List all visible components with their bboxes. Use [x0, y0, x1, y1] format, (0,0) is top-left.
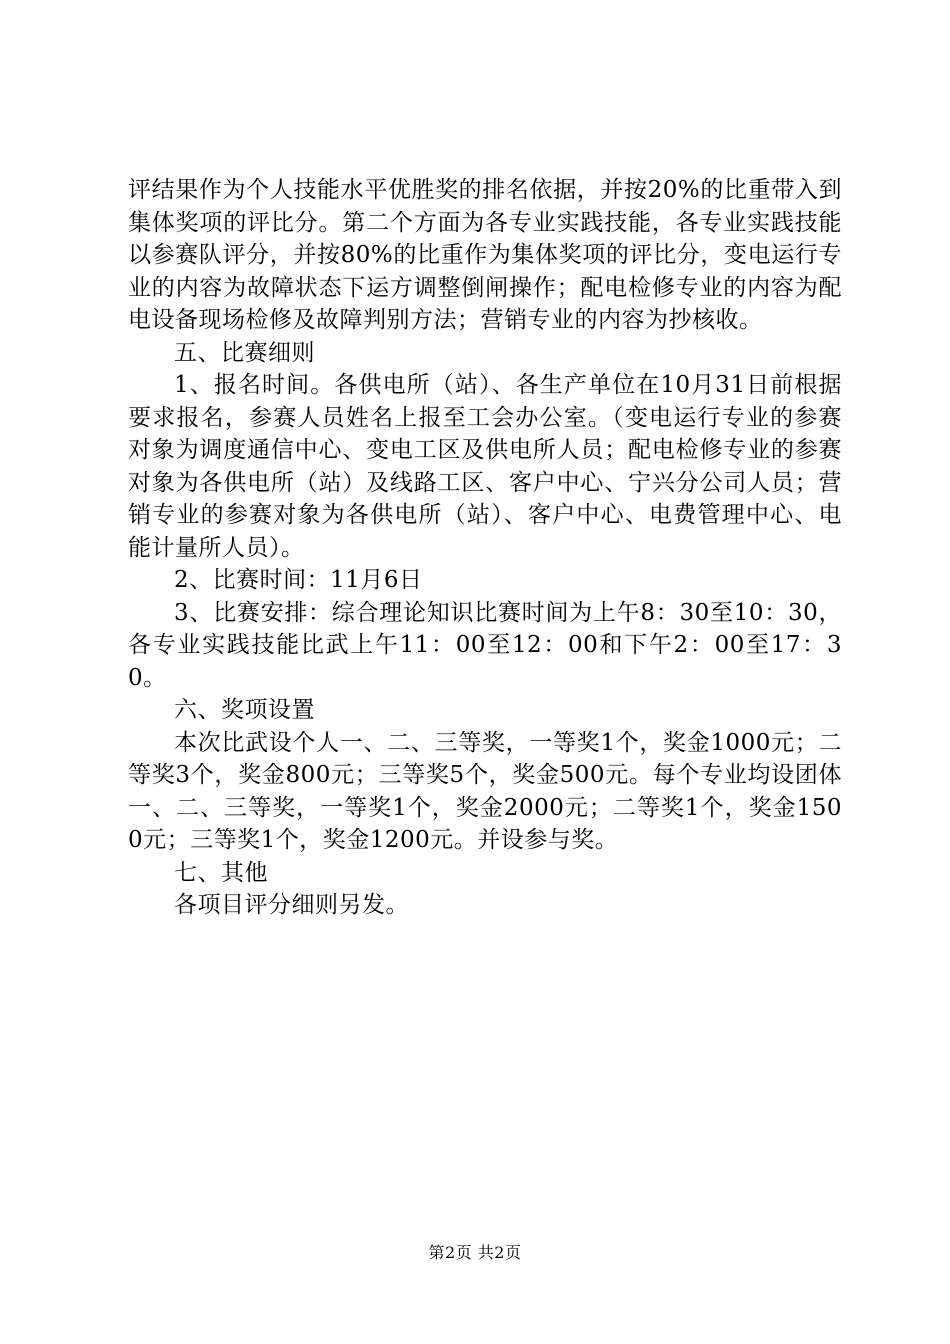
- paragraph-schedule: 3、比赛安排：综合理论知识比赛时间为上午8：30至10：30，各专业实践技能比武上午11：00至12：00和下午2：00至17：30。: [128, 599, 842, 691]
- paragraph-competition-date: 2、比赛时间：11月6日: [174, 567, 423, 593]
- paragraph-registration: 1、报名时间。各供电所（站）、各生产单位在10月31日前根据要求报名，参赛人员姓名上报至工会办公室。（变电运行专业的参赛对象为调度通信中心、变电工区及供电所人员；配电检修专业的参赛对象为各供电所（站）及线路工区、客户中心、宁兴分公司人员；营销专业的参赛对象为各供电所（站）、客户中心、电费管理中心、电能计量所人员）。: [128, 372, 842, 561]
- section-heading-rules: 五、比赛细则: [174, 339, 315, 366]
- paragraph-other: 各项目评分细则另发。: [174, 892, 409, 918]
- page-number-footer: 第2页 共2页: [428, 1243, 522, 1262]
- paragraph-awards: 本次比武设个人一、二、三等奖，一等奖1个，奖金1000元；二等奖3个，奖金800元；三等奖5个，奖金500元。每个专业均设团体一、二、三等奖，一等奖1个，奖金2000元；二等奖1个，奖金1500元；三等奖1个，奖金1200元。并设参与奖。: [128, 729, 842, 853]
- paragraph-scoring-continued: 评结果作为个人技能水平优胜奖的排名依据，并按20%的比重带入到集体奖项的评比分。第二个方面为各专业实践技能，各专业实践技能以参赛队评分，并按80%的比重作为集体奖项的评比分，变电运行专业的内容为故障状态下运方调整倒闸操作；配电检修专业的内容为配电设备现场检修及故障判别方法；营销专业的内容为抄核收。: [128, 177, 842, 333]
- section-heading-other: 七、其他: [174, 859, 268, 886]
- document-body: [128, 174, 842, 922]
- section-heading-awards: 六、奖项设置: [174, 697, 315, 723]
